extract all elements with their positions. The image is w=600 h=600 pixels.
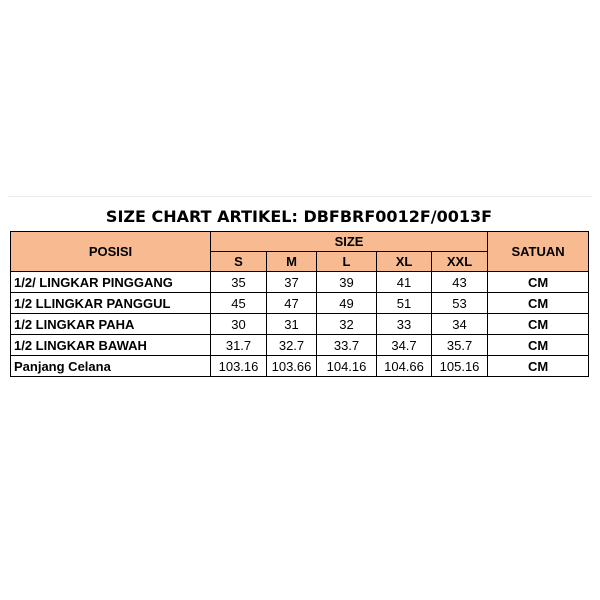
table-cell: 105.16 bbox=[432, 356, 488, 377]
satuan-header: SATUAN bbox=[488, 232, 589, 272]
table-cell: 43 bbox=[432, 272, 488, 293]
size-table bbox=[10, 231, 589, 377]
table-cell: 39 bbox=[317, 272, 377, 293]
table-cell: 53 bbox=[432, 293, 488, 314]
header-row-top bbox=[11, 232, 589, 252]
chart-title: SIZE CHART ARTIKEL: DBFBRF0012F/0013F bbox=[105, 207, 493, 226]
table-cell: 104.66 bbox=[377, 356, 432, 377]
table-cell: 45 bbox=[211, 293, 267, 314]
table-row bbox=[11, 335, 589, 356]
table-cell: 41 bbox=[377, 272, 432, 293]
table-row bbox=[11, 314, 589, 335]
table-cell: 104.16 bbox=[317, 356, 377, 377]
size-l-header: L bbox=[317, 252, 377, 272]
table-cell: 47 bbox=[267, 293, 317, 314]
table-cell: 30 bbox=[211, 314, 267, 335]
table-cell: 34 bbox=[432, 314, 488, 335]
unit-cell: CM bbox=[488, 314, 589, 335]
row-label: 1/2/ LINGKAR PINGGANG bbox=[11, 272, 211, 293]
table-cell: 51 bbox=[377, 293, 432, 314]
posisi-header: POSISI bbox=[11, 232, 211, 272]
unit-cell: CM bbox=[488, 293, 589, 314]
unit-cell: CM bbox=[488, 356, 589, 377]
table-cell: 32.7 bbox=[267, 335, 317, 356]
table-row bbox=[11, 293, 589, 314]
table-cell: 31.7 bbox=[211, 335, 267, 356]
table-row bbox=[11, 272, 589, 293]
row-label: 1/2 LINGKAR PAHA bbox=[11, 314, 211, 335]
size-chart bbox=[10, 203, 588, 385]
unit-cell: CM bbox=[488, 335, 589, 356]
table-cell: 33.7 bbox=[317, 335, 377, 356]
size-s-header: S bbox=[211, 252, 267, 272]
size-header: SIZE bbox=[211, 232, 488, 252]
gridline-divider bbox=[8, 196, 592, 197]
table-cell: 103.66 bbox=[267, 356, 317, 377]
row-label: 1/2 LLINGKAR PANGGUL bbox=[11, 293, 211, 314]
size-xxl-header: XXL bbox=[432, 252, 488, 272]
size-m-header: M bbox=[267, 252, 317, 272]
row-label: 1/2 LINGKAR BAWAH bbox=[11, 335, 211, 356]
table-cell: 32 bbox=[317, 314, 377, 335]
unit-cell: CM bbox=[488, 272, 589, 293]
table-cell: 35 bbox=[211, 272, 267, 293]
table-cell: 35.7 bbox=[432, 335, 488, 356]
table-cell: 37 bbox=[267, 272, 317, 293]
table-cell: 31 bbox=[267, 314, 317, 335]
table-cell: 49 bbox=[317, 293, 377, 314]
table-cell: 103.16 bbox=[211, 356, 267, 377]
table-row bbox=[11, 356, 589, 377]
table-cell: 34.7 bbox=[377, 335, 432, 356]
row-label: Panjang Celana bbox=[11, 356, 211, 377]
size-xl-header: XL bbox=[377, 252, 432, 272]
table-cell: 33 bbox=[377, 314, 432, 335]
